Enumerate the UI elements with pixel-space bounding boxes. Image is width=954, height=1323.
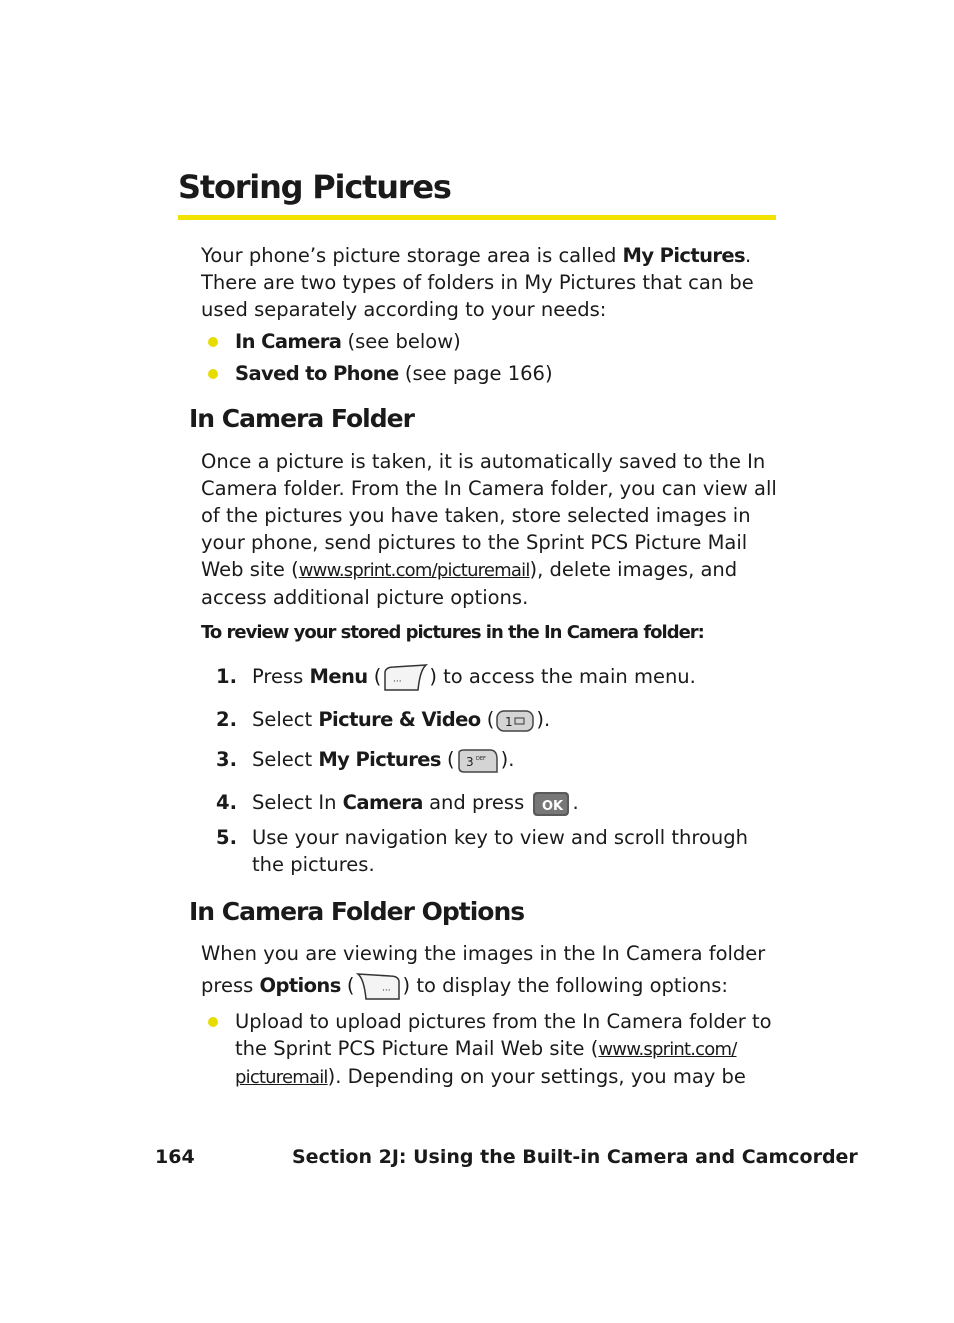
intro-text-continued: . There are two types of folders in My Pictures that can be used separately according to your needs: — [201, 244, 754, 321]
step-text: Select In Camera and press OK . — [252, 789, 782, 818]
step-item — [216, 706, 776, 738]
svg-text:···: ··· — [381, 985, 391, 996]
section-heading-in-camera-folder-options: In Camera Folder Options — [189, 897, 525, 926]
step-number: 4. — [216, 791, 237, 814]
footer-section-title: Section 2J: Using the Built-in Camera and Camcorder — [292, 1146, 858, 1168]
procedure-heading: To review your stored pictures in the In Camera folder: — [201, 622, 704, 643]
ok-key-icon — [531, 790, 571, 818]
step-number: 1. — [216, 665, 237, 688]
key-3-icon — [456, 747, 500, 775]
list-item — [208, 1008, 783, 1092]
step-number: 3. — [216, 748, 237, 771]
picturemail-link-part-2[interactable]: picturemail — [235, 1067, 328, 1088]
svg-text:···: ··· — [393, 676, 402, 687]
list-item-text: Upload to upload pictures from the In Camera folder to the Sprint PCS Picture Mail Web site (www.sprint.com/ picturemail). Depending on your settings, you may be — [235, 1010, 772, 1088]
list-item — [208, 360, 783, 388]
svg-text:OK: OK — [542, 798, 564, 814]
step-number: 2. — [216, 708, 237, 731]
step-item — [216, 824, 776, 880]
title-underline-rule — [178, 215, 776, 220]
bullet-icon — [208, 337, 218, 347]
step-item — [216, 663, 776, 695]
step-item — [216, 746, 776, 778]
step-number: 5. — [216, 826, 237, 849]
intro-paragraph — [201, 242, 781, 323]
svg-text:DEF: DEF — [475, 755, 486, 762]
options-paragraph-line-2: press Options ( ··· ) to display the following options: — [201, 972, 781, 1001]
step-text: Select Picture & Video ( 1 ). — [252, 706, 782, 734]
bullet-icon — [208, 369, 218, 379]
list-item — [208, 328, 783, 356]
bullet-icon — [208, 1017, 218, 1027]
step-text: Press Menu ( ··· ) to access the main menu. — [252, 663, 782, 692]
key-1-icon — [495, 708, 535, 734]
step-item — [216, 789, 776, 821]
step-text: Select My Pictures ( 3 DEF ). — [252, 746, 782, 775]
menu-softkey-icon — [382, 664, 428, 692]
options-paragraph: When you are viewing the images in the In Camera folder — [201, 942, 766, 965]
list-item-text: In Camera (see below) — [235, 330, 461, 353]
page-title: Storing Pictures — [178, 168, 451, 206]
my-pictures-term: My Pictures — [622, 244, 746, 267]
list-item-text: Saved to Phone (see page 166) — [235, 362, 553, 385]
options-softkey-icon — [356, 973, 402, 1001]
in-camera-paragraph: Once a picture is taken, it is automatically saved to the In Camera folder. From the In Camera folder, you can view all of the pictures you have taken, store selected images in your phone, send pictures to the Sprint PCS Picture Mail Web site (www.sprint.com/picturemail), delete images, and access additional picture options. — [201, 450, 777, 609]
picturemail-link[interactable]: www.sprint.com/picturemail — [298, 560, 530, 581]
picturemail-link-part-1[interactable]: www.sprint.com/ — [598, 1039, 737, 1060]
intro-text: Your phone’s picture storage area is called — [201, 244, 623, 267]
svg-text:3: 3 — [465, 754, 474, 769]
step-text: Use your navigation key to view and scroll through the pictures. — [252, 826, 748, 876]
page-number: 164 — [155, 1146, 195, 1168]
section-heading-in-camera-folder: In Camera Folder — [189, 404, 414, 433]
svg-text:1: 1 — [505, 714, 513, 729]
